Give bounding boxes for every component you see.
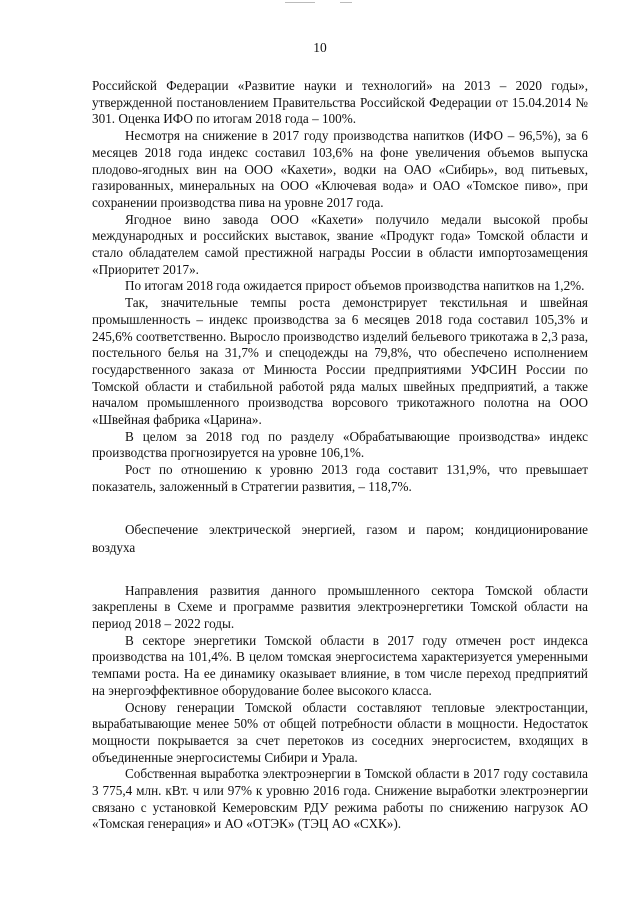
paragraph: Так, значительные темпы роста демонстрирует текстильная и швейная промышленность – индекс производства за 6 месяцев 2018 года составил 105,3% и 245,6% соответственно. Выросло производство изделий бельевого трикотажа в 2,3 раза, постельного белья на 31,7% и спецодежды на 79,8%, что обеспечено исполнением государственного заказа от Минюста России предприятиями УФСИН России по Томской области и стабильной работой ряда малых швейных предприятий, а также началом промышленного производства ворсового трикотажного полотна на ООО «Швейная фабрика «Царина». (92, 295, 588, 428)
paragraphs-after (92, 583, 588, 834)
paragraph: В секторе энергетики Томской области в 2017 году отмечен рост индекса производства на 101,4%. В целом томская энергосистема характеризуется умеренными темпами роста. На ее динамику оказывает влияние, в том числе переход предприятий на энергоэффективное оборудование более высокого класса. (92, 632, 588, 698)
paragraph: Направления развития данного промышленного сектора Томской области закреплены в Схеме и программе развития электроэнергетики Томской области на период 2018 – 2022 годы. (92, 582, 588, 631)
paragraph: Рост по отношению к уровню 2013 года составит 131,9%, что превышает показатель, заложенный в Стратегии развития, – 118,7%. (92, 462, 588, 494)
page-number: 10 (313, 40, 327, 55)
paragraph: По итогам 2018 года ожидается прирост объемов производства напитков на 1,2%. (125, 278, 585, 294)
paragraph: В целом за 2018 год по разделу «Обрабатывающие производства» индекс производства прогнозируется на уровне 106,1%. (92, 428, 588, 461)
header-scan-mark (285, 2, 315, 3)
paragraph: Основу генерации Томской области составляют тепловые электростанции, вырабатывающие менее 50% от общей потребности области в мощности. Недостаток мощности покрывается за счет перетоков из соседних энергосистем, входящих в объединенные энергосистемы Сибири и Урала. (92, 699, 588, 765)
paragraph: Несмотря на снижение в 2017 году производства напитков (ИФО – 96,5%), за 6 месяцев 2018 года индекс составил 103,6% на фоне увеличения объемов выпуска плодово-ягодных вин на ООО «Кахети», водки на ОАО «Сибирь», вод питьевых, газированных, минеральных на ООО «Ключевая вода» и ОАО «Томское пиво», при сохранении производства пива на уровне 2017 года. (92, 128, 588, 210)
paragraph: Российской Федерации «Развитие науки и технологий» на 2013 – 2020 годы», утвержденной постановлением Правительства Российской Федерации от 15.04.2014 № 301. Оценка ИФО по итогам 2018 года – 100%. (92, 78, 588, 127)
document-body (92, 78, 588, 833)
header-scan-mark (340, 2, 352, 3)
section-heading: Обеспечение электрической энергией, газом и паром; кондиционирование воздуха (92, 521, 588, 555)
paragraph: Собственная выработка электроэнергии в Томской области в 2017 году составила 3 775,4 млн. кВт. ч или 97% к уровню 2016 года. Снижение выработки электроэнергии связано с установкой Кемеровским РДУ режима работы по снижению нагрузок АО «Томская генерация» и АО «ОТЭК» (ТЭЦ АО «СХК»). (92, 766, 588, 832)
paragraphs-before (92, 78, 588, 496)
paragraph: Ягодное вино завода ООО «Кахети» получило медали высокой пробы международных и российских выставок, звание «Продукт года» Томской области и стало обладателем самой престижной награды России в области импортозамещения «Приоритет 2017». (92, 211, 588, 277)
